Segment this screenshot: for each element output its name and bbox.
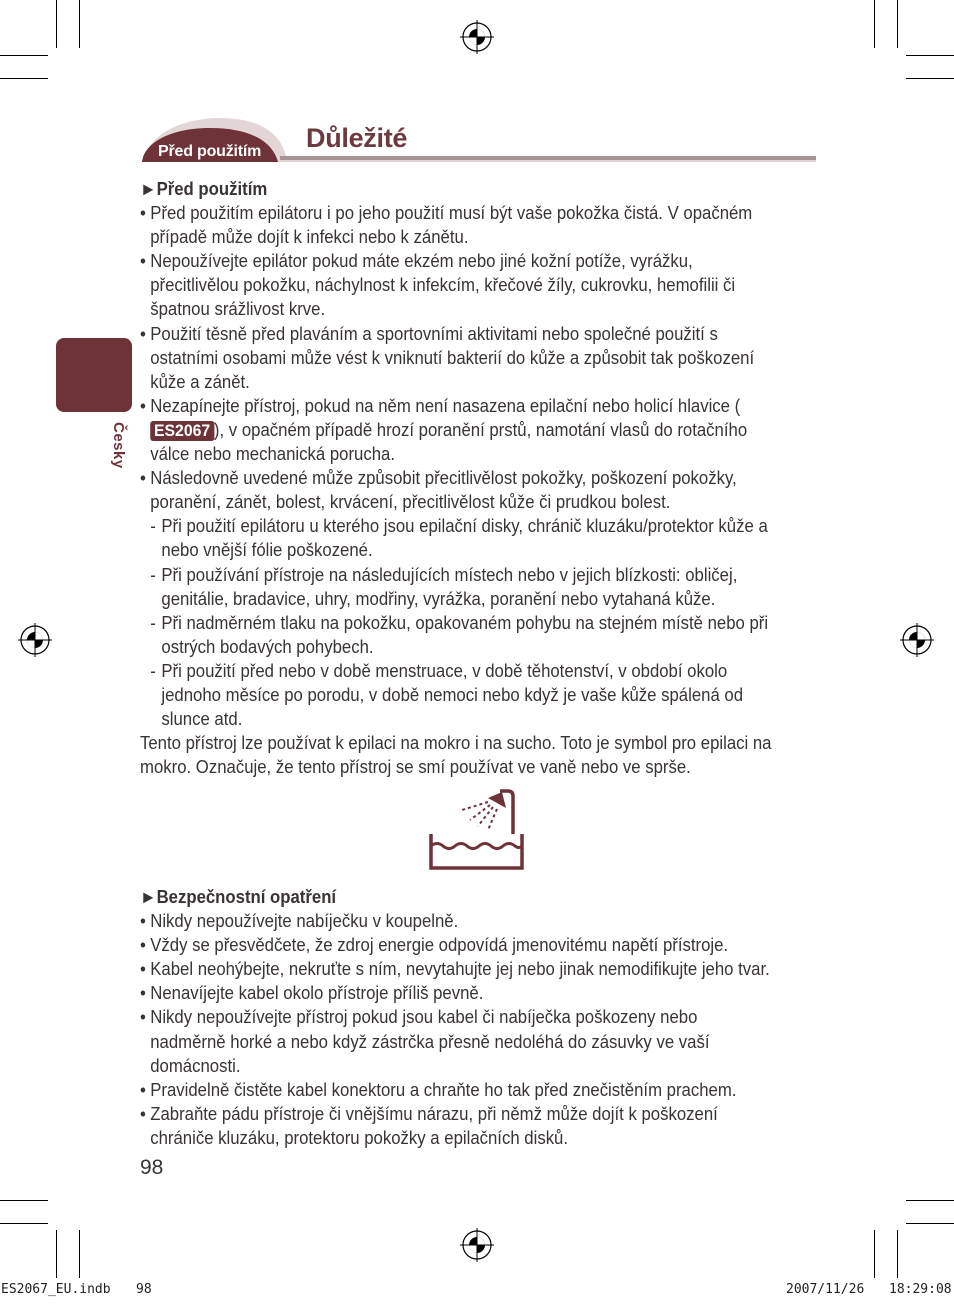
crop-mark <box>0 1223 48 1224</box>
crop-mark <box>906 78 954 79</box>
footer-file: ES2067_EU.indb <box>1 1282 111 1297</box>
sub-list-item: - Při použití epilátoru u kterého jsou epilační disky, chránič kluzáku/protektor kůže a nebo vnější fólie poškozené. <box>140 514 772 562</box>
paragraph: Tento přístroj lze používat k epilaci na mokro i na sucho. Toto je symbol pro epilaci na mokro. Označuje, že tento přístroj se smí používat ve vaně nebo ve sprše. <box>140 733 772 778</box>
list-item: • Zabraňte pádu přístroje či vnějšímu nárazu, při němž může dojít k poškození chrániče kluzáku, protektoru pokožky a epilačních disků. <box>140 1102 772 1150</box>
crop-mark <box>874 0 875 48</box>
sub-list-item: - Při používání přístroje na následujících místech nebo v jejich blízkosti: obličej, genitálie, bradavice, uhry, modřiny, vyrážka, poranění nebo vytahaná kůže. <box>140 563 772 611</box>
list-item: • Nenavíjejte kabel okolo přístroje příliš pevně. <box>140 981 772 1005</box>
registration-mark-icon <box>900 623 934 657</box>
footer-time: 18:29:08 <box>889 1282 952 1297</box>
crop-mark <box>906 55 954 56</box>
crop-mark <box>79 1230 80 1278</box>
list-item: • Před použitím epilátoru i po jeho použití musí být vaše pokožka čistá. V opačném případě může dojít k infekci nebo k zánětu. <box>140 201 772 249</box>
page-number: 98 <box>140 1156 164 1179</box>
list-item: • Následovně uvedené může způsobit přecitlivělost pokožky, poškození pokožky, poranění, zánět, bolest, krvácení, přecitlivělost kůže či prudkou bolest. <box>140 466 772 514</box>
crop-mark <box>906 1223 954 1224</box>
crop-mark <box>874 1230 875 1278</box>
list-item: • Použití těsně před plaváním a sportovními aktivitami nebo společné použití s ostatními osobami může vést k vniknutí bakterií do kůže a způsobit tak poškození kůže a zánět. <box>140 322 772 394</box>
footer-page: 98 <box>136 1282 152 1297</box>
list-item <box>140 394 772 466</box>
registration-mark-icon <box>460 20 494 54</box>
header-rule-shadow <box>280 160 816 162</box>
list-item: • Vždy se přesvědčete, že zdroj energie odpovídá jmenovitému napětí přístroje. <box>140 933 772 957</box>
crop-mark <box>56 0 57 48</box>
crop-mark <box>906 1200 954 1201</box>
page-title: Důležité <box>306 123 408 153</box>
sub-list-item: - Při použití před nebo v době menstruace, v době těhotenství, v období okolo jednoho měsíce po porodu, v době nemoci nebo když je vaše kůže spálená od slunce atd. <box>140 659 772 731</box>
header-tab-label: Před použitím <box>158 143 262 160</box>
sub-list-item: - Při nadměrném tlaku na pokožku, opakovaném pohybu na stejném místě nebo při ostrých bodavých pohybech. <box>140 611 772 659</box>
crop-mark <box>0 78 48 79</box>
crop-mark <box>79 0 80 48</box>
section-header <box>140 118 816 164</box>
list-item: • Nikdy nepoužívejte přístroj pokud jsou kabel či nabíječka poškozeny nebo nadměrně horké a nebo když zástrčka přesně nedoléhá do zásuvky ve vaší domácnosti. <box>140 1005 772 1077</box>
crop-mark <box>897 0 898 48</box>
registration-mark-icon <box>460 1228 494 1262</box>
list-item: • Kabel neohýbejte, nekruťte s ním, nevytahujte jej nebo jinak nemodifikujte jeho tvar. <box>140 957 772 981</box>
list-item: • Nepoužívejte epilátor pokud máte ekzém nebo jiné kožní potíže, vyrážku, přecitlivělou pokožku, náchylnost k infekcím, křečové žíly, cukrovku, hemofilii či špatnou srážlivost krve. <box>140 249 772 321</box>
registration-mark-icon <box>18 623 52 657</box>
section-before-use <box>140 177 772 779</box>
section-safety <box>140 885 772 1150</box>
footer-date: 2007/11/26 <box>786 1282 865 1297</box>
list-item-text: Nezapínejte přístroj, pokud na něm není nasazena epilační nebo holicí hlavice ( <box>150 395 741 416</box>
list-item: • Nikdy nepoužívejte nabíječku v koupelně. <box>140 909 772 933</box>
shower-bath-icon <box>426 788 526 872</box>
section-heading: ►Bezpečnostní opatření <box>140 887 337 907</box>
crop-mark <box>56 1230 57 1278</box>
section-heading: ►Před použitím <box>140 179 268 199</box>
list-item-text: ), v opačném případě hrozí poranění prstů, namotání vlasů do rotačního válce nebo mechanická porucha. <box>150 419 748 465</box>
crop-mark <box>0 55 48 56</box>
language-tab-block <box>56 338 132 412</box>
language-tab-label: Česky <box>110 422 127 469</box>
list-item: • Pravidelně čistěte kabel konektoru a chraňte ho tak před znečistěním prachem. <box>140 1078 772 1102</box>
crop-mark <box>897 1230 898 1278</box>
crop-mark <box>0 1200 48 1201</box>
model-badge: ES2067 <box>150 421 214 441</box>
